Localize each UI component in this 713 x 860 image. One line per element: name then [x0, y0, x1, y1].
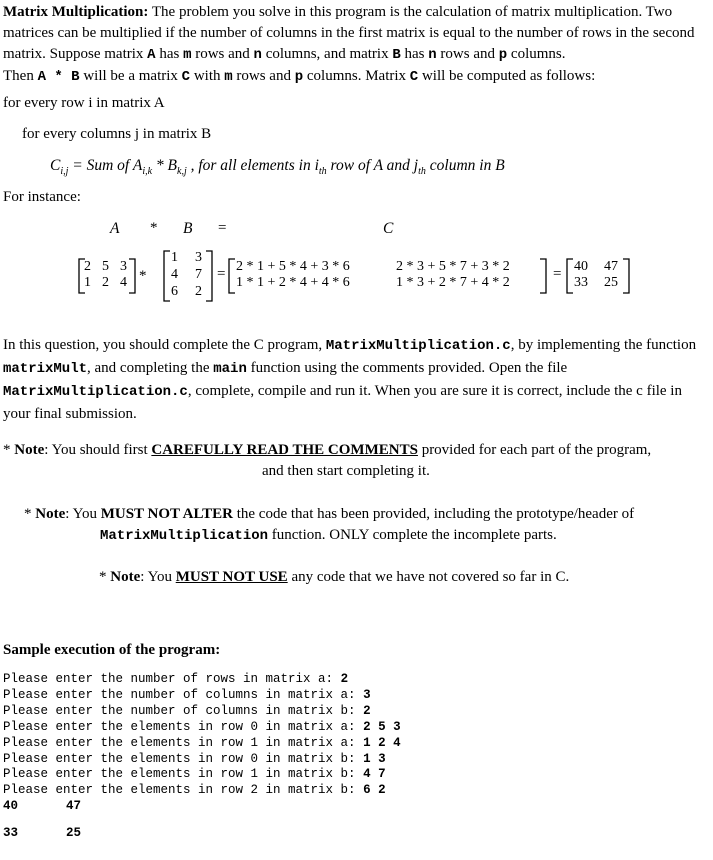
- formula-sub: th: [318, 166, 327, 178]
- formula-part: column in B: [425, 157, 505, 174]
- expression-cell: 1 * 1 + 2 * 4 + 4 * 6: [236, 275, 350, 290]
- matrix-a-cell: 3: [120, 259, 127, 274]
- formula-sub: i,k: [142, 166, 153, 178]
- console-output-value: 40: [3, 799, 19, 813]
- result-cell: 47: [604, 259, 618, 274]
- matrix-b-cell: 7: [195, 267, 202, 282]
- console-prompt: Please enter the elements in row 1 in matrix b:: [3, 767, 364, 781]
- filename-code: MatrixMultiplication.c: [325, 338, 511, 354]
- m-code: m: [224, 69, 233, 85]
- n-code: n: [253, 47, 262, 63]
- console-line: [3, 767, 386, 781]
- console-input: 1 2 4: [363, 736, 401, 750]
- console-prompt: Please enter the elements in row 1 in matrix a:: [3, 736, 364, 750]
- header-b: B: [183, 220, 193, 237]
- note-emphasis: MUST NOT USE: [175, 569, 288, 585]
- header-eq: =: [218, 220, 227, 236]
- matrix-a-cell: 2: [84, 259, 91, 274]
- note-text: the code that has been provided, including the prototype/header of: [232, 506, 635, 522]
- console-output-value: 47: [66, 799, 82, 813]
- intro-text: Then: [3, 68, 38, 84]
- note-text: : You: [65, 506, 101, 522]
- console-input: 2: [340, 672, 349, 686]
- question-paragraph: [3, 334, 708, 425]
- expr-left-bracket: [228, 258, 236, 294]
- console-input: 2 5 3: [363, 720, 401, 734]
- filename-code: MatrixMultiplication.c: [3, 384, 188, 400]
- console-prompt: Please enter the number of rows in matrix a:: [3, 672, 341, 686]
- expression-cell: 2 * 1 + 5 * 4 + 3 * 6: [236, 259, 350, 274]
- intro-heading: Matrix Multiplication:: [3, 4, 149, 20]
- console-line: [3, 704, 371, 718]
- matrix-a-code: A: [147, 47, 156, 63]
- note-text: : You should first: [44, 442, 152, 458]
- intro-text: has: [155, 46, 184, 62]
- intro-text: columns. Matrix: [303, 68, 410, 84]
- n-code: n: [428, 47, 437, 63]
- question-text: , and completing the: [87, 360, 214, 376]
- expr-right-bracket: [539, 258, 547, 294]
- formula-sub: i,j: [60, 166, 69, 178]
- intro-text: will be computed as follows:: [418, 68, 596, 84]
- note-emphasis: MUST NOT ALTER: [100, 506, 233, 522]
- console-line: [3, 720, 401, 734]
- intro-text: columns.: [507, 46, 566, 62]
- header-c: C: [383, 220, 394, 237]
- formula-part: row of A and j: [326, 157, 419, 174]
- matrix-b-cell: 1: [171, 250, 178, 265]
- console-output-row: [66, 799, 81, 813]
- result-right-bracket: [622, 258, 630, 294]
- intro-text: columns, and matrix: [261, 46, 393, 62]
- formula-part: C: [50, 157, 61, 174]
- intro-text: with: [190, 68, 225, 84]
- question-text: In this question, you should complete the C program,: [3, 337, 326, 353]
- console-prompt: Please enter the number of columns in matrix a:: [3, 688, 364, 702]
- note-label: Note: [35, 506, 66, 522]
- console-prompt: Please enter the elements in row 2 in matrix b:: [3, 783, 364, 797]
- result-left-bracket: [566, 258, 574, 294]
- matrix-b-right-bracket: [205, 250, 213, 302]
- for-instance-label: For instance:: [3, 189, 81, 205]
- function-code: matrixMult: [3, 361, 88, 377]
- console-output-row: [66, 826, 81, 840]
- expression-cell: 1 * 3 + 2 * 7 + 4 * 2: [396, 275, 510, 290]
- m-code: m: [183, 47, 192, 63]
- console-input: 3: [363, 688, 371, 702]
- matrix-a-cell: 2: [102, 275, 109, 290]
- note-2: [24, 506, 634, 523]
- question-text: , complete, compile and run it. When you are sure it is correct, include the c file in your final submission.: [3, 383, 682, 422]
- main-code: main: [213, 361, 247, 377]
- console-output-row: [3, 799, 18, 813]
- question-text: , by implementing the function: [510, 337, 697, 353]
- matrix-c-code: C: [409, 69, 419, 85]
- result-cell: 25: [604, 275, 618, 290]
- note-label: Note: [110, 569, 141, 585]
- console-prompt: Please enter the number of columns in matrix b:: [3, 704, 364, 718]
- matrix-b-cell: 3: [195, 250, 202, 265]
- col-loop-text: for every columns j in matrix B: [22, 126, 212, 142]
- note-text: : You: [140, 569, 176, 585]
- console-output-value: 25: [66, 826, 82, 840]
- result-cell: 40: [574, 259, 588, 274]
- note-emphasis: CAREFULLY READ THE COMMENTS: [151, 442, 418, 458]
- note-label: Note: [14, 442, 45, 458]
- intro-text: The problem you solve in this program is the calculation of matrix multiplication. Two matrices can be multiplied if the number of columns in the first matrix is equal to the number of rows in the second matrix. Suppose matrix: [3, 4, 695, 62]
- console-line: [3, 672, 348, 686]
- matrix-b-cell: 2: [195, 284, 202, 299]
- console-line: [3, 688, 371, 702]
- matrix-c-code: C: [181, 69, 191, 85]
- console-output-value: 33: [3, 826, 19, 840]
- matrix-a-cell: 1: [84, 275, 91, 290]
- a-times-b-code: A * B: [37, 69, 80, 85]
- console-input: 4 7: [363, 767, 386, 781]
- console-prompt: Please enter the elements in row 0 in matrix b:: [3, 752, 364, 766]
- formula-part: = Sum of A: [68, 157, 143, 174]
- formula: [50, 157, 505, 177]
- note-star: *: [24, 506, 36, 522]
- question-text: function using the comments provided. Open the file: [246, 360, 568, 376]
- note-text: function. ONLY complete the incomplete parts.: [268, 527, 557, 543]
- header-a: A: [110, 220, 120, 237]
- console-line: [3, 752, 386, 766]
- matrix-b-cell: 6: [171, 284, 178, 299]
- console-input: 2: [363, 704, 371, 718]
- formula-part: , for all elements in i: [186, 157, 319, 174]
- console-line: [3, 783, 386, 797]
- formula-sub: k,j: [177, 166, 187, 178]
- expression-cell: 2 * 3 + 5 * 7 + 3 * 2: [396, 259, 510, 274]
- p-code: p: [498, 47, 508, 63]
- note-3: [99, 569, 569, 586]
- console-input: 6 2: [363, 783, 386, 797]
- p-code: p: [294, 69, 304, 85]
- intro-paragraph: [3, 2, 708, 88]
- multiply-sign: *: [139, 268, 147, 284]
- matrix-b-left-bracket: [163, 250, 171, 302]
- row-loop-text: for every row i in matrix A: [3, 95, 165, 111]
- intro-text: rows and: [436, 46, 499, 62]
- note-star: *: [3, 442, 15, 458]
- result-cell: 33: [574, 275, 588, 290]
- console-input: 1 3: [363, 752, 386, 766]
- matrix-a-cell: 5: [102, 259, 109, 274]
- matrix-b-code: B: [392, 47, 401, 63]
- matrix-a-right-bracket: [128, 258, 136, 294]
- note-text: provided for each part of the program,: [417, 442, 652, 458]
- sample-heading: Sample execution of the program:: [3, 642, 221, 658]
- header-star: *: [150, 220, 158, 236]
- matrix-a-cell: 4: [120, 275, 127, 290]
- matrix-b-cell: 4: [171, 267, 178, 282]
- intro-text: will be a matrix: [79, 68, 182, 84]
- note-2-line-2: [100, 527, 557, 544]
- note-star: *: [99, 569, 111, 585]
- note-1: [3, 442, 651, 459]
- intro-text: rows and: [232, 68, 295, 84]
- formula-sub: th: [418, 166, 426, 178]
- note-1-line-2: and then start completing it.: [262, 463, 430, 479]
- console-output-row: [3, 826, 18, 840]
- equals-sign: =: [217, 266, 226, 282]
- function-code: MatrixMultiplication: [100, 528, 269, 544]
- intro-text: rows and: [191, 46, 254, 62]
- console-line: [3, 736, 401, 750]
- console-prompt: Please enter the elements in row 0 in matrix a:: [3, 720, 364, 734]
- intro-text: has: [400, 46, 429, 62]
- note-text: any code that we have not covered so far in C.: [287, 569, 570, 585]
- equals-sign: =: [553, 266, 562, 282]
- formula-part: * B: [152, 157, 177, 174]
